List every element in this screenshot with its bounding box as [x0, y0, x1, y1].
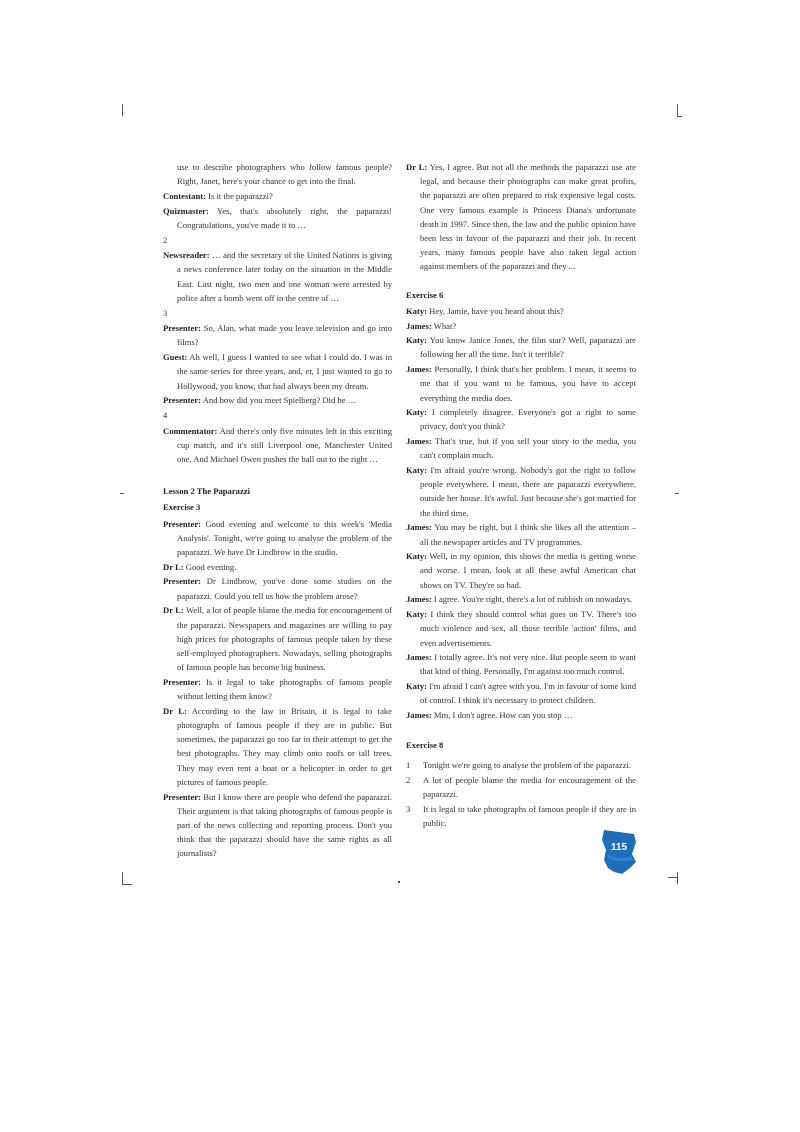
- speaker-label: Presenter:: [163, 323, 202, 334]
- list-item: [406, 802, 636, 830]
- line-text: That's true, but if you sell your story to the media, you can't complain much.: [420, 436, 636, 461]
- speaker-label: James:: [406, 320, 432, 331]
- line-text: Good evening.: [183, 561, 237, 572]
- crop-mark-bottom-center: [398, 881, 400, 883]
- dialogue-line: [163, 574, 392, 602]
- speaker-label: James:: [406, 710, 432, 721]
- speaker-label: Newsreader:: [163, 250, 210, 261]
- dialogue-line: [163, 675, 392, 703]
- speaker-label: Dr L:: [406, 162, 428, 172]
- dialogue-line: [406, 650, 636, 678]
- dialogue-line: [163, 424, 392, 467]
- speaker-label: Katy:: [406, 551, 428, 562]
- speaker-label: Presenter:: [163, 576, 202, 587]
- line-text: What?: [431, 320, 457, 331]
- speaker-label: Commentator:: [163, 425, 218, 436]
- item-text: Tonight we're going to analyse the problem of the paparazzi.: [423, 760, 632, 771]
- line-text: Yes, that's absolutely right, the paparazzi! Congratulations, you've made it to …: [177, 205, 392, 230]
- speaker-label: James:: [406, 594, 432, 605]
- crop-mark-top-right-h: [677, 116, 682, 117]
- dialogue-line: [406, 362, 636, 405]
- dialogue-line: [163, 321, 392, 349]
- dialogue-line: [163, 393, 392, 407]
- line-text: Good evening and welcome to this week's 'Media Analysis'. Tonight, we're going to analyse the problem of the paparazzi. We have Dr Lindbrow in the studio.: [177, 518, 392, 558]
- speaker-label: Katy:: [406, 609, 428, 620]
- dialogue-line: [163, 517, 392, 560]
- line-text: Is it legal to take photographs of famous people without letting them know?: [177, 676, 392, 702]
- dialogue-line: [406, 333, 636, 361]
- page-number: 115: [610, 842, 628, 853]
- line-text: And there's only five minutes left in this exciting cup match, and it's still Liverpool one, Manchester United one. And Michael Owen pushes the ball out to the right …: [177, 425, 392, 465]
- speaker-label: Presenter:: [163, 676, 202, 687]
- crop-mark-mid-right: [675, 493, 679, 494]
- section-number: 3: [163, 308, 168, 319]
- speaker-label: Dr L:: [163, 605, 184, 616]
- dialogue-line: [406, 592, 636, 606]
- line-text: Well, a lot of people blame the media for encouragement of the paparazzi. Newspapers and magazines are willing to pay high prices for photographs of famous people taken by these self-employed photographers. Nowadays, selling photographs of famous people has become big business.: [177, 605, 392, 673]
- line-text: And how did you meet Spielberg? Did he …: [201, 395, 357, 406]
- line-text: I agree. You're right, there's a lot of rubbish on nowadays.: [431, 594, 633, 605]
- line-text: You know Janice Jones, the film star? Well, paparazzi are following her all the time. Isn't it terrible?: [420, 335, 636, 360]
- speaker-label: Katy:: [406, 681, 428, 692]
- dialogue-line: [406, 607, 636, 650]
- line-text: I totally agree. It's not very nice. But people seem to want that kind of thing. Personally, I'm against too much control.: [420, 652, 636, 677]
- dialogue-line: [406, 405, 636, 433]
- dialogue-line: [406, 160, 636, 274]
- dialogue-line: [163, 248, 392, 305]
- item-text: It is legal to take photographs of famous people if they are in public.: [423, 804, 636, 829]
- lesson-heading: Lesson 2 The Paparazzi: [163, 486, 250, 497]
- line-text: Mm, I don't agree. How can you stop …: [431, 710, 573, 721]
- dialogue-line: [163, 204, 392, 232]
- line-text: I think they should control what goes on TV. There's too much violence and sex, all those terrible 'action' films, and even advertisements.: [420, 609, 636, 648]
- line-text: … and the secretary of the United Nations is giving a news conference later today on the situation in the Middle East. Last night, two men and one woman were arrested by police after a bomb went off in the centre of …: [177, 250, 392, 303]
- text-line: use to describe photographers who follow famous people? Right, Janet, here's your chance to get into the final.: [177, 162, 392, 187]
- dialogue-line: [406, 304, 636, 318]
- dialogue-line: [406, 679, 636, 707]
- speaker-label: Guest:: [163, 352, 188, 363]
- line-text: Dr Lindbrow, you've done some studies on the paparazzi. Could you tell us how the problem arose?: [177, 576, 392, 601]
- crop-mark-mid-left: [120, 493, 124, 494]
- speaker-label: Katy:: [406, 407, 428, 418]
- dialogue-line: [406, 520, 636, 548]
- exercise-8-heading: Exercise 8: [406, 740, 444, 751]
- line-text: Personally, I think that's her problem. I mean, it seems to me that if you want to be famous, you have to accept everything the media does.: [420, 364, 636, 403]
- line-text: I completely disagree. Everyone's got a right to some privacy, don't you think?: [420, 407, 636, 432]
- speaker-label: Presenter:: [163, 791, 202, 802]
- item-number: 1: [406, 760, 411, 771]
- dialogue-line: [163, 790, 392, 861]
- exercise-8-list: [406, 758, 636, 830]
- item-number: 2: [406, 775, 411, 786]
- dialogue-line: [406, 434, 636, 462]
- exercise-3-heading: Exercise 3: [163, 502, 201, 513]
- line-text: Ah well, I guess I wanted to see what I could do. I was in the same series for three years, and, er, I just wanted to go to Hollywood, you know, that had always been my dream.: [177, 352, 392, 391]
- line-text: Well, in my opinion, this shows the media is getting worse and worse. I mean, look at all these awful American chat shows on TV. They're so bad.: [420, 551, 636, 590]
- line-text: Is it the paparazzi?: [205, 190, 273, 201]
- speaker-label: Katy:: [406, 305, 428, 316]
- dialogue-line: [406, 319, 636, 333]
- line-text: I'm afraid you're wrong. Nobody's got the right to follow people everywhere. I mean, there are paparazzi everywhere, outside her house. It's awful. Just because she's got married for the third time.: [420, 465, 636, 518]
- line-text: Yes, I agree. But not all the methods the paparazzi use are legal, and because their photographs can make great profits, the paparazzi are often prepared to risk expensive legal costs. One very famous example is Princess Diana's unfortunate death in 1997. Since then, the law and the public opinion have been less in favour of the paparazzi and their job. In recent years, many famous people have also taken legal action against members of the paparazzi and they ...: [420, 162, 636, 272]
- crop-mark-bottom-left-v: [122, 872, 123, 884]
- dialogue-line: [406, 708, 636, 722]
- line-text: You may be right, but I think she likes all the attention – all the newspaper articles and TV programmes.: [420, 522, 636, 547]
- crop-mark-top-right-v: [677, 104, 678, 116]
- dialogue-line: [163, 704, 392, 789]
- line-text: I'm afraid I can't agree with you. I'm in favour of some kind of control. I think it's necessary to protect children.: [420, 681, 636, 706]
- dialogue-line: [406, 549, 636, 592]
- list-item: [406, 773, 636, 801]
- crop-mark-bottom-left-h: [122, 884, 132, 885]
- left-column: [163, 160, 392, 861]
- speaker-label: Presenter:: [163, 518, 202, 529]
- crop-mark-bottom-right-h: [668, 877, 678, 878]
- list-item: [406, 758, 636, 772]
- line-text: According to the law in Britain, it is legal to take photographs of famous people if they are in public. But sometimes, the paparazzi go too far in their attempt to get the best photographs. They may climb onto roofs or tall trees. They may even rent a boat or a helicopter in order to get pictures of famous people.: [177, 705, 392, 787]
- speaker-label: James:: [406, 652, 432, 663]
- dialogue-line: [163, 603, 392, 674]
- right-column: [406, 160, 636, 831]
- speaker-label: James:: [406, 522, 432, 533]
- item-text: A lot of people blame the media for encouragement of the paparazzi.: [423, 775, 636, 800]
- line-text: Hey, Jamie, have you heard about this?: [427, 305, 564, 316]
- crop-mark-top-left: [122, 104, 123, 116]
- section-number: 4: [163, 410, 168, 421]
- line-text: So, Alan, what made you leave television and go into films?: [177, 323, 392, 348]
- exercise-6-heading: Exercise 6: [406, 289, 444, 300]
- speaker-label: Contestant:: [163, 190, 206, 201]
- speaker-label: Quizmaster:: [163, 205, 209, 216]
- speaker-label: Dr L:: [163, 705, 187, 716]
- dialogue-line: [163, 560, 392, 574]
- speaker-label: Katy:: [406, 465, 428, 476]
- item-number: 3: [406, 804, 411, 815]
- dialogue-line: [163, 350, 392, 393]
- speaker-label: James:: [406, 364, 432, 375]
- page-number-badge: [600, 828, 638, 876]
- line-text: But I know there are people who defend the paparazzi. Their argument is that taking photographs of famous people is part of the news collecting and reporting process. Don't you think that the paparazzi should have the same rights as all journalists?: [177, 791, 392, 859]
- section-number: 2: [163, 235, 168, 246]
- speaker-label: Presenter:: [163, 395, 202, 406]
- dialogue-line: [406, 463, 636, 520]
- speaker-label: Katy:: [406, 335, 428, 346]
- speaker-label: Dr L:: [163, 561, 184, 572]
- speaker-label: James:: [406, 436, 432, 447]
- crop-mark-bottom-right-v: [677, 872, 678, 884]
- dialogue-line: [163, 189, 392, 203]
